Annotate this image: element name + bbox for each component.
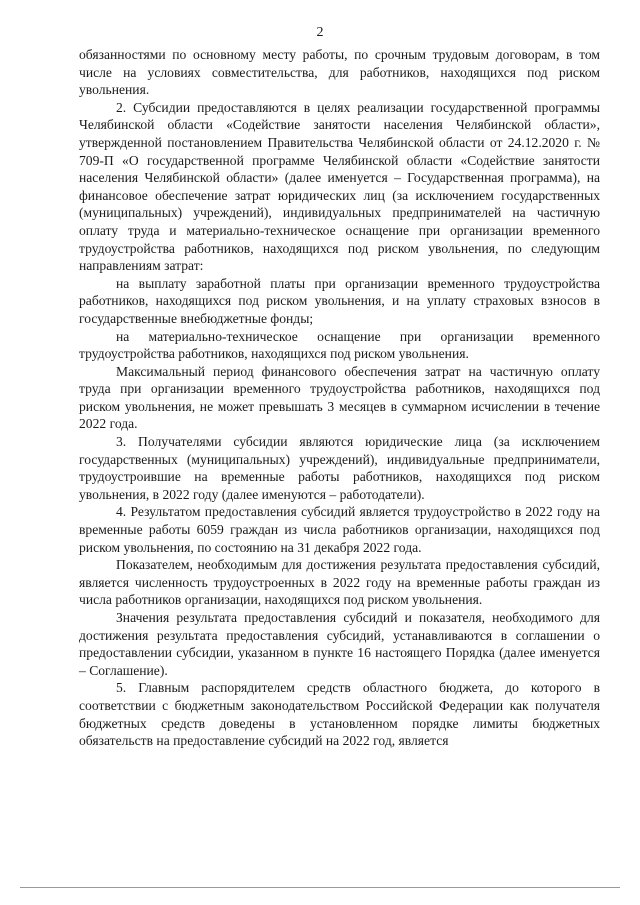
paragraph-indicator: Показателем, необходимым для достижения результата предоставления субсидий, является численность трудоустроенных в 2022 году на временные работы граждан из числа работников организации, находящихся под риском увольнения. bbox=[79, 557, 600, 608]
paragraph-item-5: 5. Главным распорядителем средств областного бюджета, до которого в соответствии с бюджетным законодательством Российской Федерации как получателя бюджетных средств доведены в установленном порядке лимиты бюджетных обязательств на предоставление субсидий на 2022 год, является bbox=[79, 680, 600, 749]
paragraph-values: Значения результата предоставления субсидий и показателя, необходимого для достижения результата предоставления субсидий, устанавливаются в соглашении о предоставлении субсидии, указанном в пункте 16 настоящего Порядка (далее именуется – Соглашение). bbox=[79, 610, 600, 678]
paragraph-item-4: 4. Результатом предоставления субсидий является трудоустройство в 2022 году на временные работы 6059 граждан из числа работников организации, находящихся под риском увольнения, по состоянию на 31 декабря 2022 года. bbox=[79, 504, 600, 555]
paragraph-item-3: 3. Получателями субсидии являются юридические лица (за исключением государственных (муниципальных) учреждений), индивидуальные предприниматели, трудоустроившие на временные работы работников, находящихся под риском увольнения, в 2022 году (далее именуются – работодатели). bbox=[79, 434, 600, 502]
paragraph-continuation: обязанностями по основному месту работы, по срочным трудовым договорам, в том числе на условиях совместительства, для работников, находящихся под риском увольнения. bbox=[79, 47, 600, 98]
page-bottom-rule bbox=[20, 887, 620, 888]
document-body bbox=[79, 46, 600, 750]
paragraph-item-2: 2. Субсидии предоставляются в целях реализации государственной программы Челябинской области «Содействие занятости населения Челябинской области», утвержденной постановлением Правительства Челябинской области от 24.12.2020 г. № 709-П «О государственной программе Челябинской области «Содействие занятости населения Челябинской области» (далее именуется – Государственная программа), на финансовое обеспечение затрат юридических лиц (за исключением государственных (муниципальных) учреждений), индивидуальных предпринимателей на частичную оплату труда и материально-техническое оснащение при организации временного трудоустройства работников, находящихся под риском увольнения, по следующим направлениям затрат: bbox=[79, 99, 600, 274]
paragraph-wage-direction: на выплату заработной платы при организации временного трудоустройства работников, находящихся под риском увольнения, и на уплату страховых взносов в государственные внебюджетные фонды; bbox=[79, 275, 600, 326]
paragraph-equipment-direction: на материально-техническое оснащение при организации временного трудоустройства работников, находящихся под риском увольнения. bbox=[79, 328, 600, 362]
paragraph-max-period: Максимальный период финансового обеспечения затрат на частичную оплату труда при организации временного трудоустройства работников, находящихся под риском увольнения, не может превышать 3 месяцев в суммарном исчислении в течение 2022 года. bbox=[79, 363, 600, 432]
page-number: 2 bbox=[316, 25, 324, 40]
